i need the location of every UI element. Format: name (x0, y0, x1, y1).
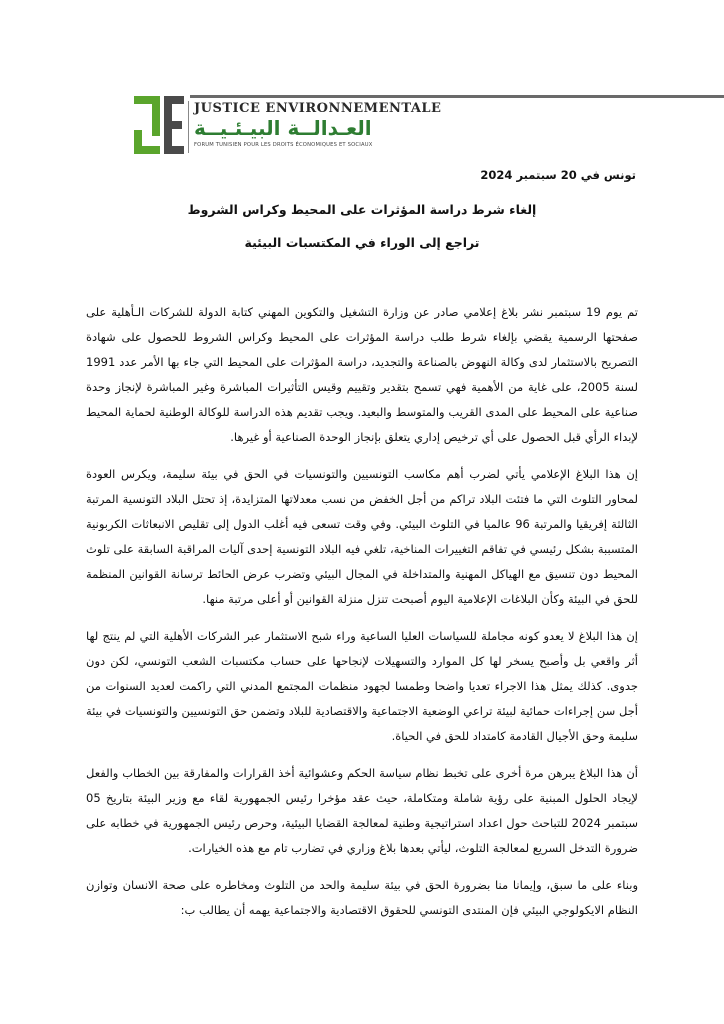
paragraph: وبناء على ما سبق، وإيمانا منا بضرورة الحق في بيئة سليمة والحد من التلوث ومخاطره على صحة الانسان وتوازن النظام الايكولوجي البيئي فإن المنتدى التونسي للحقوق الاقتصادية والاجتماعية يهمه أن يطالب ب: (86, 878, 638, 917)
logo-text-ar: العـدالــة البيـئـيــة (194, 116, 372, 140)
document-date: تونس في 20 سبتمبر 2024 (480, 168, 636, 182)
paragraph: إن هذا البلاغ لا يعدو كونه مجاملة للسياسات العليا الساعية وراء شبح الاستثمار عبر الشركات الأهلية التي لم ينتج لها أثر واقعي بل وأصبح يسخر لها كل الموارد والتسهيلات لإنجاحها على حساب مكتسبات الشعب التونسي، لكن دون جدوى. كذلك يمثل هذا الاجراء تعديا واضحا وطمسا لجهود منظمات المجتمع المدني التي راكمت لعديد السنوات من أجل سن إجراءات حمائية لبيئة تراعي الوضعية الاجتماعية والاقتصادية للبلاد وتضمن حق التونسيين والتونسيات في بيئة سليمة وحق الأجيال القادمة كامتداد للحق في الحياة. (86, 629, 638, 743)
document-subtitle: تراجع إلى الوراء في المكتسبات البيئية (244, 235, 480, 250)
document-title: إلغاء شرط دراسة المؤثرات على المحيط وكراس الشروط (187, 202, 537, 217)
paragraph: إن هذا البلاغ الإعلامي يأتي لضرب أهم مكاسب التونسيين والتونسيات في الحق في بيئة سليمة، ويكرس العودة لمحاور التلوث التي ما فتئت البلاد تراكم من أجل الخفض من نسب معدلاتها المتزايدة، إذ تحتل البلاد التونسية المرتبة الثالثة إفريقيا والمرتبة 96 عالميا في التلوث البيئي. وفي وقت تسعى فيه أغلب الدول إلى تقليص الانبعاثات الكربونية المتسببة بشكل رئيسي في تفاقم التغييرات المناخية، تلغي فيه البلاد التونسية إحدى آليات المراقبة السابقة على تلوث المحيط دون تنسيق مع الهياكل المهنية والمتداخلة في المجال البيئي وتضرب عرض الحائط ترسانة القوانين المنظمة للحق في البيئة وكأن البلاغات الإعلامية اليوم أصبحت تنزل منزلة القوانين أو أعلى مرتبة منها. (86, 467, 638, 606)
logo-text-fr: JUSTICE ENVIRONNEMENTALE (194, 101, 442, 116)
logo-subtitle: FORUM TUNISIEN POUR LES DROITS ÉCONOMIQUES ET SOCIAUX (194, 142, 373, 148)
paragraph: تم يوم 19 سبتمبر نشر بلاغ إعلامي صادر عن وزارة التشغيل والتكوين المهني كتابة الدولة للشركات الـأهلية على صفحتها الرسمية يقضي بإلغاء شرط طلب دراسة المؤثرات على المحيط وكراس الشروط للحصول على شهادة التصريح بالاستثمار لدى وكالة النهوض بالصناعة والتجديد، دراسة المؤثرات على المحيط التي جاء بها الأمر عدد 1991 لسنة 2005، على غاية من الأهمية فهي تسمح بتقدير وتقييم وقيس التأثيرات المباشرة وغير المباشرة لإنجاز وحدة صناعية على المحيط على المدى القريب والمتوسط والبعيد. ويجب تقديم هذه الدراسة للوكالة الوطنية لحماية المحيط لإبداء الرأي قبل الحصول على أي ترخيص إداري يتعلق بإنجاز الوحدة الصناعية أو غيرها. (86, 305, 639, 444)
document-body (86, 300, 638, 935)
organization-logo (130, 93, 590, 157)
paragraph: أن هذا البلاغ يبرهن مرة أخرى على تخبط نظام سياسة الحكم وعشوائية أخذ القرارات والمفارقة بين الخطاب والفعل لإيجاد الحلول المبنية على رؤية شاملة ومتكاملة، حيث عقد مؤخرا رئيس الجمهورية لقاء مع وزير البيئة بتاريخ 05 سبتمبر 2024 للتباحث حول اعداد استراتيجية وطنية لمعالجة القضايا البيئية، وحرص رئيس الجمهورية في خطابه على ضرورة التدخل السريع لمعالجة التلوث، ليأتي بعدها بلاغ وزاري في تضارب تام مع هذه الخيارات. (86, 766, 638, 855)
logo-divider (188, 101, 189, 153)
logo-rule (190, 95, 724, 98)
logo-mark-icon (134, 96, 184, 154)
